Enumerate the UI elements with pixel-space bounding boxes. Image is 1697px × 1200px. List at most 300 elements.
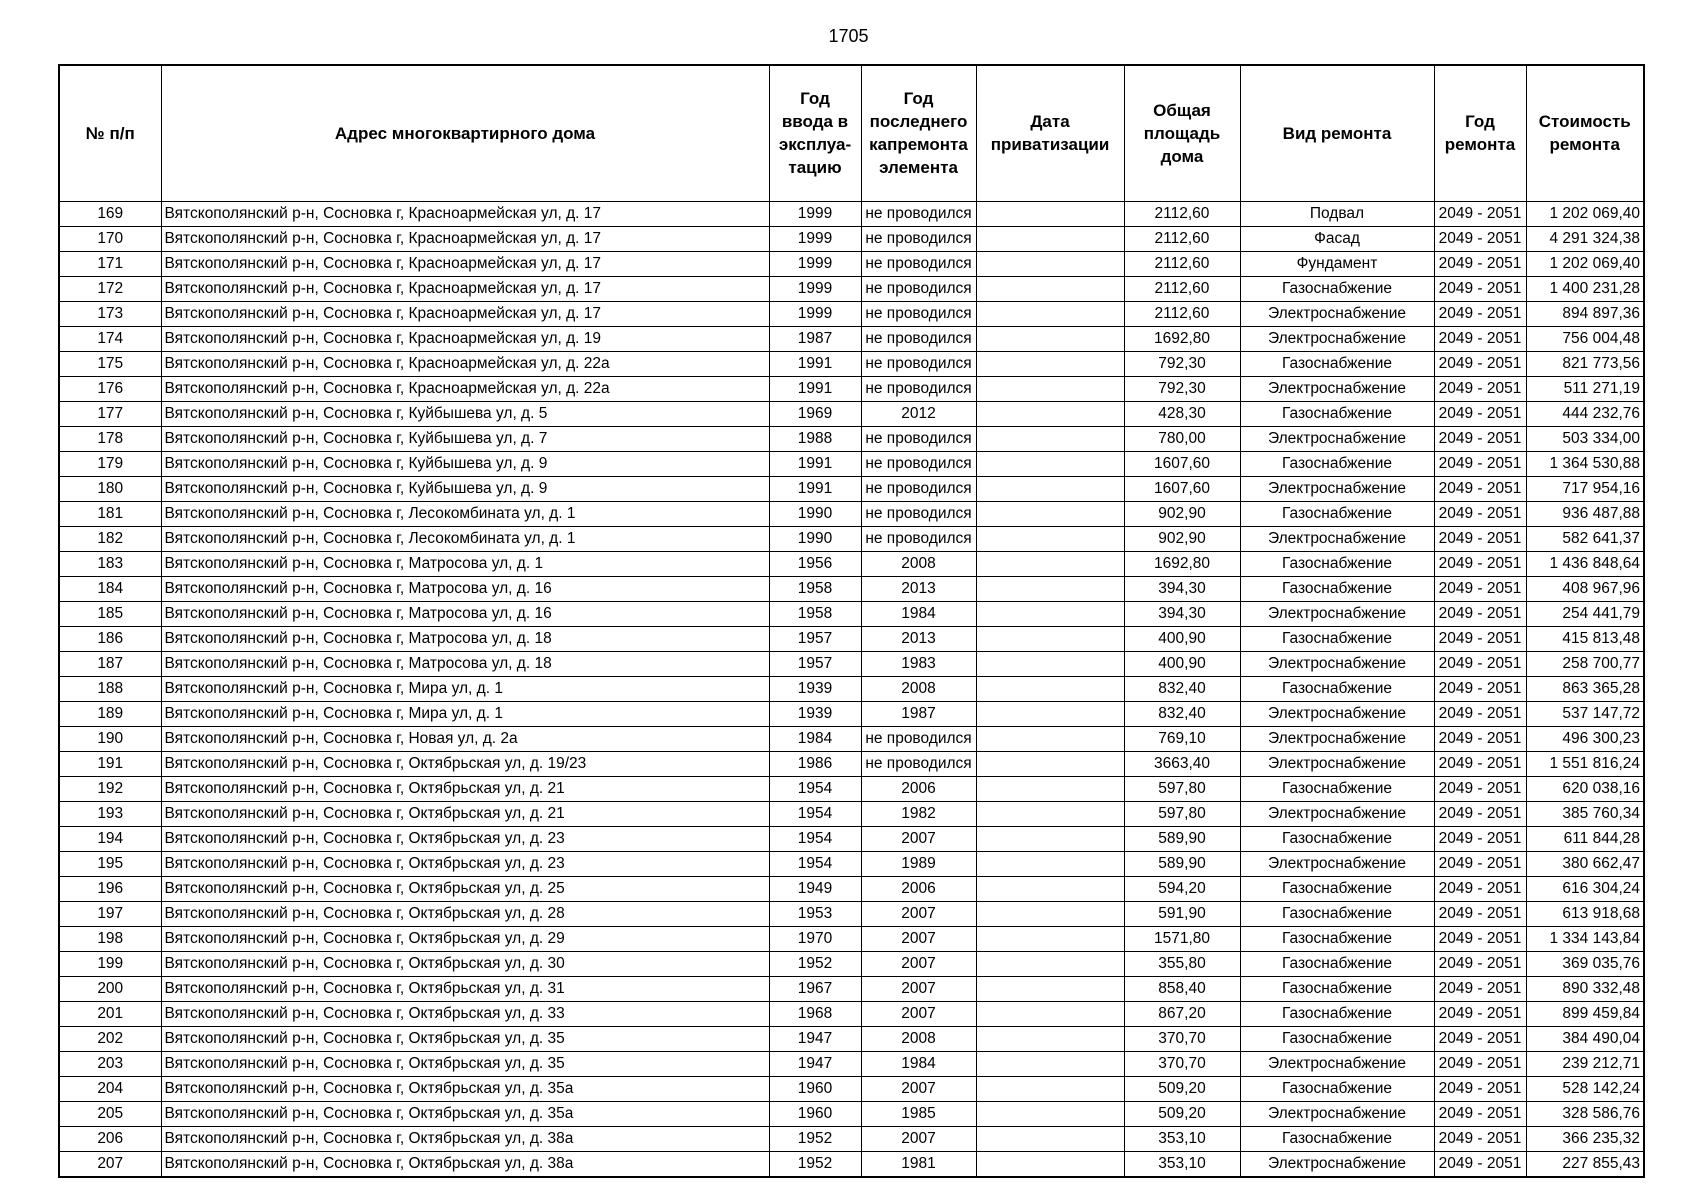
cell-address: Вятскополянский р-н, Сосновка г, Мира ул, д. 1 (161, 676, 769, 701)
cell-area: 394,30 (1124, 576, 1240, 601)
cell-area: 353,10 (1124, 1126, 1240, 1151)
cell-repair-type: Газоснабжение (1240, 626, 1434, 651)
cell-repair-type: Фундамент (1240, 251, 1434, 276)
cell-year-built: 1991 (769, 376, 861, 401)
cell-privatization (976, 851, 1124, 876)
cell-last-repair: 1984 (861, 601, 976, 626)
header-area: Общая площадь дома (1124, 65, 1240, 201)
cell-repair-year: 2049 - 2051 (1434, 351, 1526, 376)
cell-privatization (976, 551, 1124, 576)
cell-privatization (976, 301, 1124, 326)
cell-privatization (976, 401, 1124, 426)
cell-year-built: 1991 (769, 451, 861, 476)
cell-year-built: 1954 (769, 801, 861, 826)
cell-repair-year: 2049 - 2051 (1434, 526, 1526, 551)
cell-address: Вятскополянский р-н, Сосновка г, Октябрьская ул, д. 25 (161, 876, 769, 901)
cell-num: 207 (59, 1151, 161, 1177)
table-row (59, 601, 1644, 626)
cell-last-repair: 1982 (861, 801, 976, 826)
cell-privatization (976, 801, 1124, 826)
cell-address: Вятскополянский р-н, Сосновка г, Красноармейская ул, д. 17 (161, 201, 769, 226)
cell-cost: 821 773,56 (1526, 351, 1644, 376)
cell-cost: 890 332,48 (1526, 976, 1644, 1001)
cell-repair-year: 2049 - 2051 (1434, 276, 1526, 301)
cell-privatization (976, 1026, 1124, 1051)
cell-last-repair: не проводился (861, 376, 976, 401)
cell-area: 400,90 (1124, 651, 1240, 676)
cell-repair-type: Газоснабжение (1240, 901, 1434, 926)
cell-area: 902,90 (1124, 526, 1240, 551)
cell-year-built: 1986 (769, 751, 861, 776)
table-body (59, 201, 1644, 1177)
cell-privatization (976, 1126, 1124, 1151)
table-row (59, 1126, 1644, 1151)
cell-repair-year: 2049 - 2051 (1434, 1001, 1526, 1026)
header-repair-year: Год ремонта (1434, 65, 1526, 201)
cell-privatization (976, 976, 1124, 1001)
cell-repair-year: 2049 - 2051 (1434, 976, 1526, 1001)
cell-num: 187 (59, 651, 161, 676)
cell-year-built: 1949 (769, 876, 861, 901)
cell-repair-type: Электроснабжение (1240, 601, 1434, 626)
cell-repair-type: Газоснабжение (1240, 1026, 1434, 1051)
repair-table (58, 64, 1645, 1178)
cell-last-repair: 1987 (861, 701, 976, 726)
table-row (59, 626, 1644, 651)
cell-cost: 1 334 143,84 (1526, 926, 1644, 951)
cell-address: Вятскополянский р-н, Сосновка г, Мира ул, д. 1 (161, 701, 769, 726)
cell-num: 204 (59, 1076, 161, 1101)
table-row (59, 876, 1644, 901)
cell-year-built: 1939 (769, 701, 861, 726)
table-row (59, 476, 1644, 501)
cell-address: Вятскополянский р-н, Сосновка г, Октябрьская ул, д. 31 (161, 976, 769, 1001)
cell-cost: 254 441,79 (1526, 601, 1644, 626)
table-row (59, 551, 1644, 576)
cell-last-repair: не проводился (861, 726, 976, 751)
cell-repair-year: 2049 - 2051 (1434, 476, 1526, 501)
header-num: № п/п (59, 65, 161, 201)
cell-repair-type: Газоснабжение (1240, 451, 1434, 476)
cell-repair-year: 2049 - 2051 (1434, 851, 1526, 876)
cell-privatization (976, 701, 1124, 726)
cell-cost: 380 662,47 (1526, 851, 1644, 876)
header-address: Адрес многоквартирного дома (161, 65, 769, 201)
cell-year-built: 1988 (769, 426, 861, 451)
table-row (59, 351, 1644, 376)
cell-repair-year: 2049 - 2051 (1434, 226, 1526, 251)
cell-year-built: 1947 (769, 1051, 861, 1076)
cell-repair-year: 2049 - 2051 (1434, 1101, 1526, 1126)
cell-cost: 899 459,84 (1526, 1001, 1644, 1026)
cell-last-repair: 2007 (861, 926, 976, 951)
table-row (59, 1026, 1644, 1051)
cell-num: 173 (59, 301, 161, 326)
table-row (59, 326, 1644, 351)
cell-repair-type: Газоснабжение (1240, 351, 1434, 376)
cell-address: Вятскополянский р-н, Сосновка г, Октябрьская ул, д. 33 (161, 1001, 769, 1026)
cell-repair-year: 2049 - 2051 (1434, 801, 1526, 826)
header-year-built: Год ввода в эксплуа-тацию (769, 65, 861, 201)
cell-cost: 503 334,00 (1526, 426, 1644, 451)
cell-year-built: 1984 (769, 726, 861, 751)
table-row (59, 801, 1644, 826)
cell-privatization (976, 1101, 1124, 1126)
cell-address: Вятскополянский р-н, Сосновка г, Красноармейская ул, д. 17 (161, 301, 769, 326)
cell-num: 178 (59, 426, 161, 451)
cell-repair-year: 2049 - 2051 (1434, 601, 1526, 626)
cell-repair-type: Газоснабжение (1240, 826, 1434, 851)
cell-year-built: 1954 (769, 851, 861, 876)
cell-privatization (976, 451, 1124, 476)
cell-area: 2112,60 (1124, 276, 1240, 301)
cell-last-repair: 2007 (861, 976, 976, 1001)
cell-repair-year: 2049 - 2051 (1434, 951, 1526, 976)
cell-privatization (976, 901, 1124, 926)
cell-address: Вятскополянский р-н, Сосновка г, Октябрьская ул, д. 21 (161, 801, 769, 826)
cell-area: 1607,60 (1124, 451, 1240, 476)
cell-last-repair: не проводился (861, 301, 976, 326)
cell-address: Вятскополянский р-н, Сосновка г, Октябрьская ул, д. 35а (161, 1076, 769, 1101)
cell-year-built: 1990 (769, 501, 861, 526)
header-cost: Стоимость ремонта (1526, 65, 1644, 201)
cell-last-repair: 2008 (861, 551, 976, 576)
cell-privatization (976, 951, 1124, 976)
cell-area: 589,90 (1124, 826, 1240, 851)
cell-repair-type: Электроснабжение (1240, 726, 1434, 751)
cell-privatization (976, 676, 1124, 701)
cell-address: Вятскополянский р-н, Сосновка г, Куйбышева ул, д. 9 (161, 451, 769, 476)
cell-repair-year: 2049 - 2051 (1434, 901, 1526, 926)
cell-repair-year: 2049 - 2051 (1434, 251, 1526, 276)
cell-last-repair: не проводился (861, 251, 976, 276)
cell-year-built: 1991 (769, 476, 861, 501)
cell-num: 192 (59, 776, 161, 801)
cell-address: Вятскополянский р-н, Сосновка г, Матросова ул, д. 16 (161, 601, 769, 626)
cell-cost: 611 844,28 (1526, 826, 1644, 851)
table-row (59, 226, 1644, 251)
cell-cost: 756 004,48 (1526, 326, 1644, 351)
cell-address: Вятскополянский р-н, Сосновка г, Октябрьская ул, д. 23 (161, 826, 769, 851)
cell-year-built: 1958 (769, 601, 861, 626)
cell-repair-type: Газоснабжение (1240, 776, 1434, 801)
cell-cost: 1 202 069,40 (1526, 201, 1644, 226)
cell-last-repair: 2007 (861, 826, 976, 851)
cell-repair-year: 2049 - 2051 (1434, 501, 1526, 526)
header-repair-type: Вид ремонта (1240, 65, 1434, 201)
cell-privatization (976, 626, 1124, 651)
table-row (59, 526, 1644, 551)
cell-cost: 385 760,34 (1526, 801, 1644, 826)
cell-num: 185 (59, 601, 161, 626)
cell-num: 172 (59, 276, 161, 301)
cell-area: 509,20 (1124, 1101, 1240, 1126)
cell-cost: 328 586,76 (1526, 1101, 1644, 1126)
cell-area: 428,30 (1124, 401, 1240, 426)
cell-repair-type: Электроснабжение (1240, 301, 1434, 326)
cell-num: 188 (59, 676, 161, 701)
cell-area: 597,80 (1124, 801, 1240, 826)
cell-repair-year: 2049 - 2051 (1434, 1076, 1526, 1101)
cell-num: 184 (59, 576, 161, 601)
cell-repair-type: Газоснабжение (1240, 676, 1434, 701)
cell-num: 180 (59, 476, 161, 501)
cell-year-built: 1952 (769, 1151, 861, 1177)
table-row (59, 401, 1644, 426)
cell-area: 3663,40 (1124, 751, 1240, 776)
cell-privatization (976, 476, 1124, 501)
cell-num: 194 (59, 826, 161, 851)
cell-year-built: 1968 (769, 1001, 861, 1026)
cell-area: 370,70 (1124, 1051, 1240, 1076)
cell-num: 186 (59, 626, 161, 651)
table-header (59, 65, 1644, 201)
cell-address: Вятскополянский р-н, Сосновка г, Октябрьская ул, д. 38а (161, 1151, 769, 1177)
cell-area: 400,90 (1124, 626, 1240, 651)
cell-address: Вятскополянский р-н, Сосновка г, Октябрьская ул, д. 28 (161, 901, 769, 926)
cell-cost: 894 897,36 (1526, 301, 1644, 326)
cell-cost: 1 364 530,88 (1526, 451, 1644, 476)
cell-num: 177 (59, 401, 161, 426)
cell-repair-type: Электроснабжение (1240, 476, 1434, 501)
cell-address: Вятскополянский р-н, Сосновка г, Куйбышева ул, д. 5 (161, 401, 769, 426)
cell-num: 191 (59, 751, 161, 776)
cell-privatization (976, 276, 1124, 301)
cell-num: 169 (59, 201, 161, 226)
cell-cost: 717 954,16 (1526, 476, 1644, 501)
cell-num: 197 (59, 901, 161, 926)
cell-last-repair: не проводился (861, 276, 976, 301)
cell-cost: 408 967,96 (1526, 576, 1644, 601)
table-row (59, 851, 1644, 876)
cell-cost: 528 142,24 (1526, 1076, 1644, 1101)
cell-num: 206 (59, 1126, 161, 1151)
table-row (59, 926, 1644, 951)
cell-repair-type: Газоснабжение (1240, 1076, 1434, 1101)
cell-area: 2112,60 (1124, 201, 1240, 226)
cell-last-repair: 2007 (861, 1126, 976, 1151)
cell-last-repair: не проводился (861, 351, 976, 376)
cell-address: Вятскополянский р-н, Сосновка г, Октябрьская ул, д. 23 (161, 851, 769, 876)
cell-year-built: 1953 (769, 901, 861, 926)
cell-num: 189 (59, 701, 161, 726)
cell-privatization (976, 1076, 1124, 1101)
cell-cost: 620 038,16 (1526, 776, 1644, 801)
cell-privatization (976, 326, 1124, 351)
cell-repair-type: Газоснабжение (1240, 1126, 1434, 1151)
cell-year-built: 1960 (769, 1101, 861, 1126)
cell-privatization (976, 601, 1124, 626)
cell-repair-type: Газоснабжение (1240, 976, 1434, 1001)
cell-last-repair: 2013 (861, 576, 976, 601)
cell-area: 832,40 (1124, 701, 1240, 726)
cell-area: 1692,80 (1124, 326, 1240, 351)
cell-year-built: 1999 (769, 226, 861, 251)
cell-address: Вятскополянский р-н, Сосновка г, Октябрьская ул, д. 21 (161, 776, 769, 801)
cell-area: 509,20 (1124, 1076, 1240, 1101)
cell-area: 902,90 (1124, 501, 1240, 526)
cell-repair-type: Электроснабжение (1240, 526, 1434, 551)
cell-last-repair: 1981 (861, 1151, 976, 1177)
cell-cost: 384 490,04 (1526, 1026, 1644, 1051)
cell-num: 195 (59, 851, 161, 876)
table-row (59, 301, 1644, 326)
cell-privatization (976, 351, 1124, 376)
cell-year-built: 1991 (769, 351, 861, 376)
table-row (59, 276, 1644, 301)
cell-num: 202 (59, 1026, 161, 1051)
cell-address: Вятскополянский р-н, Сосновка г, Октябрьская ул, д. 29 (161, 926, 769, 951)
cell-repair-type: Электроснабжение (1240, 651, 1434, 676)
cell-cost: 1 436 848,64 (1526, 551, 1644, 576)
table-row (59, 1076, 1644, 1101)
cell-address: Вятскополянский р-н, Сосновка г, Красноармейская ул, д. 19 (161, 326, 769, 351)
cell-repair-year: 2049 - 2051 (1434, 1051, 1526, 1076)
cell-repair-year: 2049 - 2051 (1434, 626, 1526, 651)
cell-last-repair: 1983 (861, 651, 976, 676)
table-row (59, 576, 1644, 601)
cell-repair-year: 2049 - 2051 (1434, 676, 1526, 701)
cell-repair-year: 2049 - 2051 (1434, 201, 1526, 226)
cell-repair-type: Фасад (1240, 226, 1434, 251)
cell-repair-type: Газоснабжение (1240, 501, 1434, 526)
cell-area: 1692,80 (1124, 551, 1240, 576)
cell-repair-year: 2049 - 2051 (1434, 1026, 1526, 1051)
cell-cost: 936 487,88 (1526, 501, 1644, 526)
cell-area: 858,40 (1124, 976, 1240, 1001)
cell-year-built: 1969 (769, 401, 861, 426)
cell-repair-year: 2049 - 2051 (1434, 926, 1526, 951)
cell-cost: 366 235,32 (1526, 1126, 1644, 1151)
cell-address: Вятскополянский р-н, Сосновка г, Новая ул, д. 2а (161, 726, 769, 751)
cell-address: Вятскополянский р-н, Сосновка г, Октябрьская ул, д. 38а (161, 1126, 769, 1151)
cell-privatization (976, 926, 1124, 951)
cell-address: Вятскополянский р-н, Сосновка г, Матросова ул, д. 16 (161, 576, 769, 601)
cell-num: 183 (59, 551, 161, 576)
cell-year-built: 1967 (769, 976, 861, 1001)
cell-area: 1571,80 (1124, 926, 1240, 951)
table-row (59, 901, 1644, 926)
cell-repair-type: Электроснабжение (1240, 376, 1434, 401)
cell-repair-year: 2049 - 2051 (1434, 376, 1526, 401)
table-row (59, 676, 1644, 701)
cell-area: 1607,60 (1124, 476, 1240, 501)
cell-area: 832,40 (1124, 676, 1240, 701)
cell-last-repair: не проводился (861, 451, 976, 476)
cell-year-built: 1956 (769, 551, 861, 576)
cell-area: 769,10 (1124, 726, 1240, 751)
cell-repair-year: 2049 - 2051 (1434, 751, 1526, 776)
cell-repair-type: Электроснабжение (1240, 426, 1434, 451)
cell-year-built: 1987 (769, 326, 861, 351)
cell-repair-year: 2049 - 2051 (1434, 876, 1526, 901)
cell-last-repair: 1985 (861, 1101, 976, 1126)
cell-area: 2112,60 (1124, 251, 1240, 276)
cell-repair-type: Газоснабжение (1240, 926, 1434, 951)
table-row (59, 751, 1644, 776)
cell-area: 394,30 (1124, 601, 1240, 626)
cell-area: 353,10 (1124, 1151, 1240, 1177)
cell-last-repair: 2008 (861, 676, 976, 701)
cell-year-built: 1999 (769, 251, 861, 276)
cell-last-repair: 2006 (861, 876, 976, 901)
cell-last-repair: 2006 (861, 776, 976, 801)
cell-num: 200 (59, 976, 161, 1001)
cell-repair-year: 2049 - 2051 (1434, 301, 1526, 326)
cell-year-built: 1947 (769, 1026, 861, 1051)
cell-cost: 1 551 816,24 (1526, 751, 1644, 776)
header-privatization: Дата приватизации (976, 65, 1124, 201)
cell-num: 193 (59, 801, 161, 826)
cell-privatization (976, 1151, 1124, 1177)
cell-year-built: 1952 (769, 1126, 861, 1151)
cell-num: 176 (59, 376, 161, 401)
cell-repair-type: Электроснабжение (1240, 326, 1434, 351)
cell-num: 196 (59, 876, 161, 901)
cell-repair-year: 2049 - 2051 (1434, 651, 1526, 676)
table-row (59, 701, 1644, 726)
cell-address: Вятскополянский р-н, Сосновка г, Красноармейская ул, д. 17 (161, 226, 769, 251)
cell-repair-type: Газоснабжение (1240, 876, 1434, 901)
cell-last-repair: не проводился (861, 751, 976, 776)
cell-cost: 258 700,77 (1526, 651, 1644, 676)
cell-address: Вятскополянский р-н, Сосновка г, Куйбышева ул, д. 9 (161, 476, 769, 501)
cell-year-built: 1958 (769, 576, 861, 601)
cell-repair-type: Газоснабжение (1240, 951, 1434, 976)
cell-repair-year: 2049 - 2051 (1434, 726, 1526, 751)
cell-privatization (976, 826, 1124, 851)
cell-area: 792,30 (1124, 351, 1240, 376)
cell-repair-type: Газоснабжение (1240, 401, 1434, 426)
cell-cost: 4 291 324,38 (1526, 226, 1644, 251)
cell-area: 780,00 (1124, 426, 1240, 451)
cell-cost: 496 300,23 (1526, 726, 1644, 751)
table-row (59, 201, 1644, 226)
cell-repair-year: 2049 - 2051 (1434, 426, 1526, 451)
cell-privatization (976, 501, 1124, 526)
cell-repair-year: 2049 - 2051 (1434, 401, 1526, 426)
cell-area: 2112,60 (1124, 226, 1240, 251)
cell-num: 171 (59, 251, 161, 276)
cell-year-built: 1952 (769, 951, 861, 976)
table-row (59, 376, 1644, 401)
cell-last-repair: не проводился (861, 476, 976, 501)
cell-num: 198 (59, 926, 161, 951)
cell-area: 597,80 (1124, 776, 1240, 801)
cell-year-built: 1939 (769, 676, 861, 701)
cell-area: 792,30 (1124, 376, 1240, 401)
cell-year-built: 1999 (769, 301, 861, 326)
cell-num: 182 (59, 526, 161, 551)
cell-privatization (976, 576, 1124, 601)
cell-repair-year: 2049 - 2051 (1434, 1151, 1526, 1177)
table-row (59, 426, 1644, 451)
cell-repair-year: 2049 - 2051 (1434, 776, 1526, 801)
cell-last-repair: 2008 (861, 1026, 976, 1051)
cell-last-repair: 2007 (861, 951, 976, 976)
cell-address: Вятскополянский р-н, Сосновка г, Матросова ул, д. 1 (161, 551, 769, 576)
cell-address: Вятскополянский р-н, Сосновка г, Красноармейская ул, д. 17 (161, 276, 769, 301)
cell-privatization (976, 751, 1124, 776)
cell-privatization (976, 226, 1124, 251)
cell-last-repair: не проводился (861, 201, 976, 226)
table-row (59, 651, 1644, 676)
cell-privatization (976, 201, 1124, 226)
table-row (59, 1101, 1644, 1126)
table-row (59, 951, 1644, 976)
cell-address: Вятскополянский р-н, Сосновка г, Октябрьская ул, д. 35 (161, 1051, 769, 1076)
cell-area: 2112,60 (1124, 301, 1240, 326)
